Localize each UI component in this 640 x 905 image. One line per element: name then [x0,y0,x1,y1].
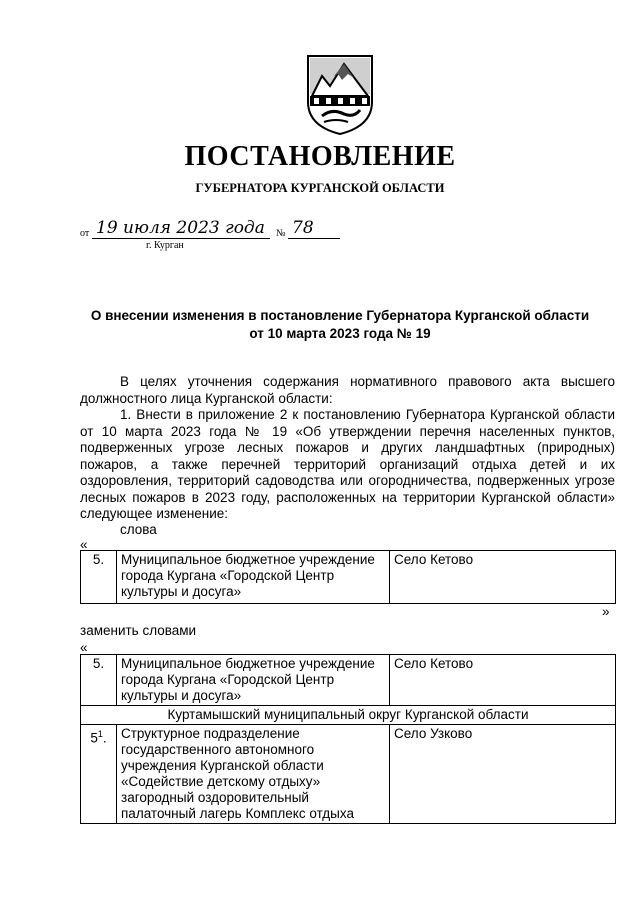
row-number: 5. [81,655,117,706]
date-handwritten: 19 июля 2023 года [96,218,265,238]
organization-name: Муниципальное бюджетное учреждение города Кургана «Городской Центр культуры и досуга» [117,551,390,604]
settlement-name: Село Узково [390,725,616,824]
coat-of-arms-icon [304,52,376,136]
settlement-name: Село Кетово [390,551,616,604]
heading-line-2: от 10 марта 2023 года № 19 [249,326,431,341]
row-number-main: 5 [90,730,98,746]
table-row [81,551,616,604]
words-label: слова [120,522,157,537]
date-underline [92,238,270,239]
settlement-name: Село Кетово [390,655,616,706]
number-prefix: № [276,228,286,239]
number-underline [288,238,340,239]
paragraph-item-1: 1. Внести в приложение 2 к постановлению Губернатора Курганской области от 10 марта 2023 года № 19 «Об утверждении перечня населенных пунктов, подверженных угрозе лесных пожаров и других ландшафтных (природных) пожаров, а также перечней территорий организаций отдыха детей и их оздоровления, территорий садоводства или огородничества, подверженных угрозе лесных пожаров в 2023 году, расположенных на территории Курганской области» следующее изменение: [80,407,615,521]
table-section-row [81,706,616,725]
district-heading: Куртамышский муниципальный округ Курганской области [81,706,616,725]
replace-label: заменить словами [80,623,197,638]
table-row [81,725,616,824]
row-number [81,725,117,824]
organization-name: Структурное подразделение государственного автономного учреждения Курганской области «Содействие детскому отдыху» загородный оздоровительный палаточный лагерь Комплекс отдыха [117,725,390,824]
row-number: 5. [81,551,117,604]
open-quote-2: « [80,640,88,655]
close-quote-1: » [602,604,610,619]
heading-line-1: О внесении изменения в постановление Губернатора Курганской области [90,308,590,323]
row-number-superscript: 1 [97,729,103,739]
new-wording-table [80,654,616,824]
organization-name: Муниципальное бюджетное учреждение города Кургана «Городской Центр культуры и досуга» [117,655,390,706]
table-row [81,655,616,706]
document-subtitle: ГУБЕРНАТОРА КУРГАНСКОЙ ОБЛАСТИ [195,181,445,195]
document-heading [60,307,620,343]
date-prefix: от [80,228,90,239]
old-wording-table [80,550,616,604]
open-quote-1: « [80,537,88,552]
document-title: ПОСТАНОВЛЕНИЕ [184,141,456,172]
paragraph-intro: В целях уточнения содержания нормативного правового акта высшего должностного лица Курганской области: [80,374,615,406]
row-number-dot: . [102,730,107,746]
number-handwritten: 78 [292,218,314,238]
city-label: г. Курган [146,240,184,251]
